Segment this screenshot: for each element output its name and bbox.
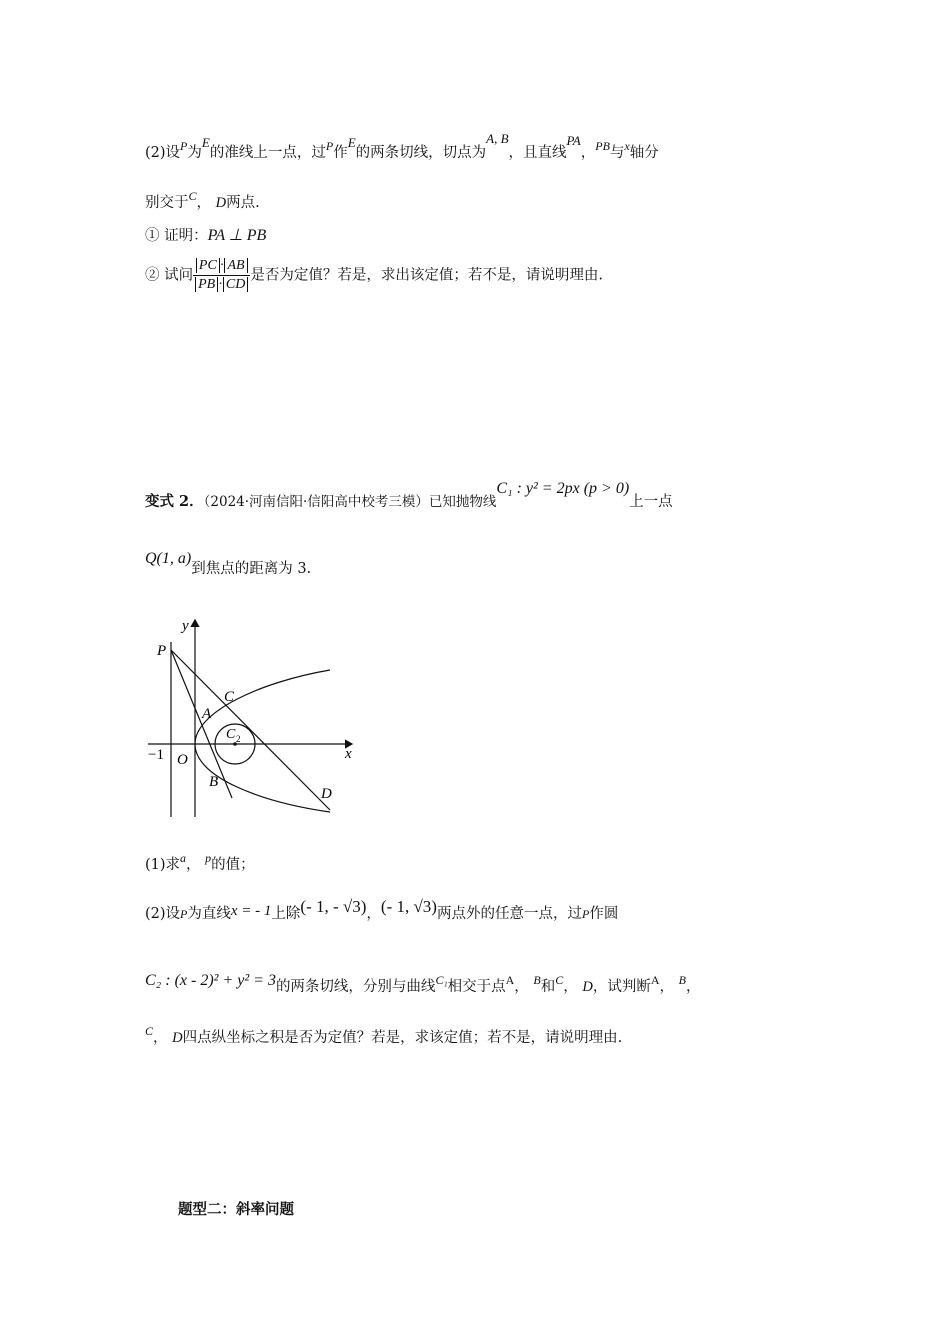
text: ， [153,1030,168,1046]
label-origin: O [177,752,188,768]
text: ， [659,979,675,995]
line-pb: PB [595,139,610,153]
text: 两点外的任意一点，过 [436,906,582,922]
point-excluded-2: (- 1, √3) [380,897,437,916]
dot: · [218,277,223,292]
var-p: P [581,907,590,921]
line-equation: x = - 1 [230,903,272,919]
point-excluded-1: (- 1, - √3) [300,897,367,916]
var-p: p [205,851,212,865]
text: 与 [609,145,625,161]
label-d: D [321,786,332,802]
var-x: x [624,139,630,153]
abs-ab: AB [224,258,247,273]
abs-cd: CD [223,277,248,292]
text: 相交于点 [447,979,506,995]
text: ② 试问 [145,267,194,284]
text: 到焦点的距离为 3. [191,561,312,577]
text: (1)求 [145,857,181,873]
tangent-pb [171,650,232,798]
variant2-line1 [145,480,673,511]
variant-label: 变式 2． [145,493,204,510]
text: 的两条切线，切点为 [355,145,487,161]
parabola-figure [140,612,370,827]
text: 作 [333,145,348,161]
q2-line4 [145,258,603,293]
line-pa: PA [566,133,581,148]
q2-line1 [145,131,659,162]
parabola-equation: C₁ : y² = 2px (p > 0) [496,480,630,497]
label-a: A [202,706,212,722]
text: ， [186,857,201,873]
text: ， [366,906,381,922]
point-d: D [582,979,593,995]
text: ，试判断 [592,979,651,995]
label-minus-one: −1 [148,747,164,763]
point-a: A [505,973,515,987]
text: 为 [187,145,202,161]
var-e: E [201,135,210,150]
sub2-line1 [145,897,619,923]
text: 两点. [226,195,260,211]
text: 四点纵坐标之积是否为定值？若是，求该定值；若不是，请说明理由. [182,1030,623,1046]
text: (2)设 [145,906,181,922]
variant-source: （2024·河南信阳·信阳高中校考三模）已知抛物线 [203,494,497,510]
point-d: D [172,1030,183,1046]
points-ab: A, B [486,131,509,146]
text: ， [685,979,701,995]
text: 的准线上一点，过 [209,145,326,161]
label-p: P [157,643,167,659]
q2-line3 [145,224,266,245]
sub2-line3 [145,1026,622,1047]
point-b: B [533,973,541,987]
text: 的值； [211,857,255,873]
label-y: y [182,618,189,634]
text: 是否为定值？若是，求出该定值；若不是，请说明理由. [250,267,603,284]
abs-pb: PB [195,277,218,292]
point-c: C [145,1024,154,1038]
text: 别交于 [145,195,189,211]
text: ，且直线 [508,145,567,161]
label-x: x [345,746,352,762]
text: ① 证明： [145,228,208,244]
text: 的两条切线，分别与曲线 [275,979,436,995]
var-p: P [180,907,188,921]
text: 上除 [271,906,301,922]
point-b: B [678,973,686,987]
text: ， [563,979,578,995]
var-d: D [215,195,227,211]
text: 为直线 [187,906,231,922]
text: 上一点 [629,494,673,510]
sub2-line2 [145,972,701,996]
formula-perp: PA ⊥ PB [207,227,267,244]
text: ， [514,979,529,995]
label-c2-sub: 2 [236,734,241,744]
point-q: Q(1, a) [145,550,192,567]
text: 和 [540,979,556,995]
var-e: E [347,135,356,150]
circle-equation: C₂ : (x - 2)² + y² = 3 [145,972,276,989]
sub1-line [145,853,255,874]
q2-line2 [145,191,260,212]
section-heading: 题型二：斜率问题 [178,1201,294,1218]
abs-pc: PC [196,258,220,273]
label-c2: C [226,727,236,742]
text: ， [196,195,212,211]
text: 作圆 [589,906,619,922]
text: 轴分 [629,145,659,161]
text: ， [580,145,596,161]
point-a: A [650,973,660,987]
curve-c1: C₁ [435,973,448,987]
label-b: B [209,774,219,790]
dot: · [219,258,225,273]
var-p: P [325,139,334,153]
var-p: P [180,139,188,153]
label-c: C [224,689,235,705]
var-c: C [188,189,197,203]
q2-prefix: (2)设 [145,145,181,161]
point-c: C [555,973,564,987]
ratio-fraction [193,258,250,293]
var-a: a [180,851,187,865]
variant2-line2 [145,550,312,578]
